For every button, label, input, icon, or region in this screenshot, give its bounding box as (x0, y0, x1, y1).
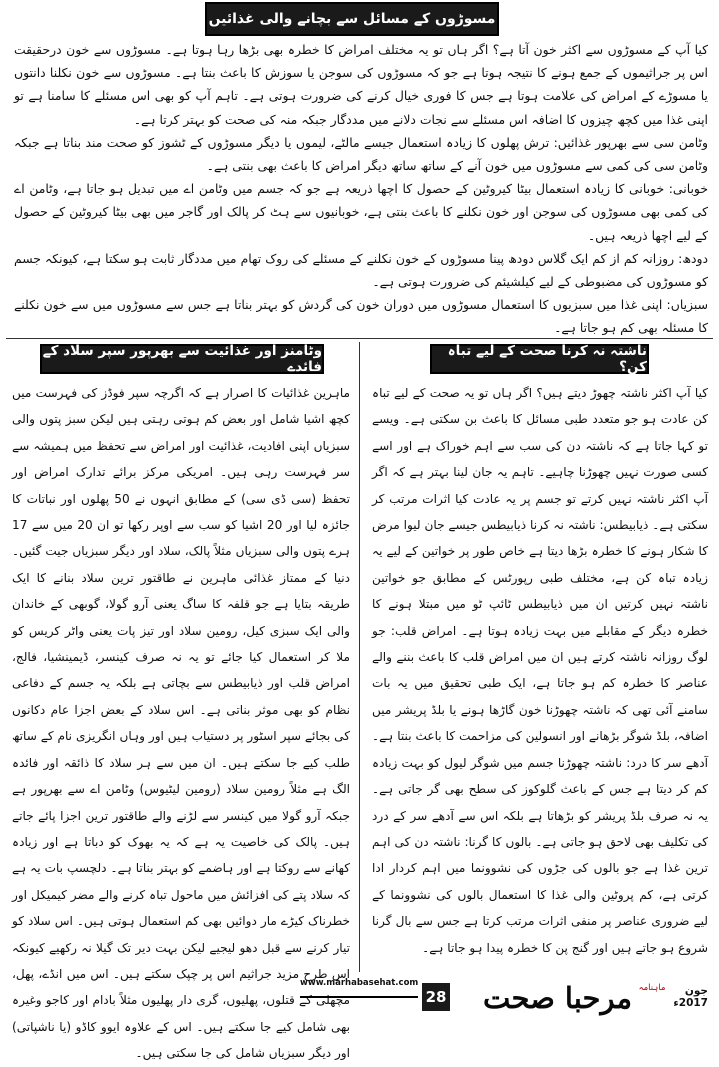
footer-rule (300, 996, 418, 1008)
magazine-label: ماہنامہ (638, 983, 666, 993)
issue-date: جون 2017ء (673, 985, 708, 1009)
column-divider (359, 342, 360, 972)
section-divider (6, 338, 713, 339)
top-article-paragraph: کیا آپ کے مسوڑوں سے اکثر خون آتا ہے؟ اگر ہاں تو یہ مختلف امراض کا خطرہ بھی بڑھا رہا ہوتا ہے۔ مسوڑوں سے خون درحقیقت اس پر جراثیموں کے جمع ہونے کا نتیجہ ہوتا ہے جو کہ مسوڑوں کی سوجن یا سوزش کا باعث بنتا ہے۔ مسوڑوں سے خون نکلنا دانتوں یا مسوڑے کے امراض کی علامت ہوتا ہے جس کا فوری خیال کرنے کی ضرورت ہوتی ہے۔ تاہم آپ کو بھی اس مسئلے کا سامنا ہے تو اپنی غذا میں کچھ چیزوں کا اضافہ اس مسئلے سے نجات دلانے میں مددگار جبکہ منہ کی صحت کو بہتر کرتا ہے۔ (14, 42, 708, 127)
breakfast-article-title: ناشتہ نہ کرنا صحت کے لیے تباہ کن؟ (430, 344, 649, 374)
top-article-paragraph: وٹامن سی سے بھرپور غذائیں: ترش پھلوں کا زیادہ استعمال جیسے مالٹے، لیموں یا دیگر مسوڑوں کے ٹشوز کو صحت مند بناتا ہے جبکہ وٹامن سی کی کمی سے مسوڑوں میں خون آنے کے ساتھ ساتھ دیگر امراض کا باعث بھی بنتی ہے۔ (14, 134, 708, 174)
breakfast-article-paragraph: کیا آپ اکثر ناشتہ چھوڑ دیتے ہیں؟ اگر ہاں تو یہ صحت کے لیے تباہ کن عادت ہو جو متعدد طبی مسائل کا باعث بن سکتی ہے۔ ویسے تو کہا جاتا ہے کہ ناشتہ دن کی سب سے اہم خوراک ہے اور اسے کسی صورت نہیں چھوڑنا چاہیے۔ تاہم یہ جان لینا بہتر ہے کہ اگر آپ اکثر ناشتہ نہیں کرتے تو جسم پر یہ عادت کیا اثرات مرتب کر سکتی ہے۔ ذیابیطس: ناشتہ نہ کرنا ذیابیطس جیسے جان لیوا مرض کا شکار ہونے کا خطرہ بڑھا دیتا ہے خاص طور پر خواتین کے لیے یہ زیادہ تباہ کن ہے، مختلف طبی رپورٹس کے مطابق جو خواتین ناشتہ نہیں کرتیں ان میں ذیابیطس ٹائپ ٹو میں مبتلا ہونے کا خطرہ دیگر کے مقابلے میں بہت زیادہ ہوتا ہے۔ امراض قلب: جو لوگ روزانہ ناشتہ کرتے ہیں ان میں امراض قلب کا باعث بننے والے عناصر کا خطرہ کم ہو جاتا ہے، ایک طبی تحقیق میں یہ بات سامنے آئی تھی کہ ناشتہ چھوڑنا خون گاڑھا ہونے یا بلڈ پریشر میں اضافہ، بلڈ شوگر بڑھانے اور انسولین کی مزاحمت کا باعث بنتا ہے۔ آدھے سر کا درد: ناشتہ چھوڑنا جسم میں شوگر لیول کو بہت زیادہ کم کر دیتا ہے جس کے باعث گلوکوز کی سطح بھی گر جاتی ہے۔ یہ نہ صرف بلڈ پریشر کو بڑھاتا ہے بلکہ اس سے آدھے سر کے درد کی تکلیف بھی لاحق ہو جاتی ہے۔ بالوں کا گرنا: ناشتہ دن کی اہم ترین غذا ہے جو بالوں کی جڑوں کی نشوونما میں اہم کردار ادا کرتی ہے، کم پروٹین والی غذا کا استعمال بالوں کی نشوونما کے لیے ضروری عناصر پر منفی اثرات مرتب کرتا ہے جس سے بال گرنا شروع ہو جاتے ہیں اور گنج پن کا خطرہ پیدا ہو جاتا ہے۔ (372, 386, 708, 955)
salad-article-body (12, 380, 350, 1067)
salad-article-paragraph: ماہرین غذائیات کا اصرار ہے کہ اگرچہ سپر فوڈز کی فہرست میں کچھ اشیا شامل اور بعض کم ہوتی رہتی ہیں لیکن سبز پتوں والی سبزیاں اپنی افادیت، غذائیت اور امراض سے تحفظ میں ہمیشہ سے سر فہرست رہی ہیں۔ امریکی مرکز برائے تدارک امراض اور تحفظ (سی ڈی سی) کے مطابق انہوں نے 50 پھلوں اور نباتات کا جائزہ لیا اور 20 اشیا کو سب سے اوپر رکھا تو ان 20 میں سے 17 ہرے پتوں والی سبزیاں مثلاً پالک، سلاد اور دیگر سبزیاں جیت گئیں۔ دنیا کے ممتاز غذائی ماہرین نے طاقتور ترین سلاد بنانے کا ایک طریقہ بتایا ہے جو قلفہ کا ساگ یعنی آرو گولا، گوبھی کے خاندان والی ایک سبزی کیل، رومین سلاد اور تیز پات یعنی واٹر کریس کو ملا کر استعمال کیا جائے تو یہ نہ صرف کینسر، ڈیمینشیا، فالج، امراض قلب اور ذیابیطس سے بچاتی ہے بلکہ یہ جسم کے دفاعی نظام کو بھی موثر بناتی ہے۔ اس سلاد کے بعض اجزا عام دکانوں کی بجائے سپر اسٹور پر دستیاب ہیں اور وہاں انگریزی نام کے ساتھ طلب کیے جا سکتے ہیں۔ ان میں سے ہر سلاد کا ذائقہ اور فائدہ الگ ہے مثلاً رومین سلاد (رومین لیٹیوس) وٹامن اے سے بھرپور ہے جبکہ آرو گولا میں کینسر سے لڑنے والے طاقتور ترین اجزا پائے جاتے ہیں۔ پالک کی خاصیت یہ ہے کہ یہ بھوک کو دباتا ہے اور زیادہ کھانے سے روکتا ہے اور ہاضمے کو بہتر بناتا ہے۔ دلچسپ بات یہ ہے کہ سلاد پتے کی افزائش میں ماحول تباہ کرنے والے مضر کیمیکل اور خطرناک کیڑے مار دوائیں بھی کم استعمال ہوتی ہیں۔ اس سلاد کو تیار کرنے سے قبل دھو لیجیے لیکن بہت دیر تک گیلا نہ رکھیے کیونکہ اس طرح مزید جراثیم اس پر چپک سکتے ہیں۔ اس میں انڈے، پھل، مچھلی کے قتلوں، پھلیوں، گری دار پھلیوں مثلاً بادام اور کاجو وغیرہ بھی شامل کیے جا سکتے ہیں۔ اس کے علاوہ ایوو کاڈو (یا ناشپاتی) اور دیگر سبزیاں شامل کی جا سکتی ہیں۔ (12, 386, 350, 1061)
breakfast-article-body (372, 380, 708, 961)
magazine-logo: مرحبا صحت (483, 981, 632, 1015)
site-url: www.marhabasehat.com (300, 978, 419, 988)
page-footer (300, 978, 710, 1018)
top-article-paragraph: خوبانی: خوبانی کا زیادہ استعمال بیٹا کیروٹین کے حصول کا اچھا ذریعہ ہے جو کہ جسم میں وٹامن اے میں تبدیل ہو جاتا ہے، وٹامن اے کی کمی بھی مسوڑوں کی سوجن اور خون نکلنے کا باعث بنتی ہے، خوبانیوں سے ہٹ کر پالک اور گاجر میں بھی بیٹا کیروٹین کے حصول کے لیے اچھا ذریعہ ہیں۔ (14, 181, 708, 243)
top-article-paragraph: دودھ: روزانہ کم از کم ایک گلاس دودھ پینا مسوڑوں کے خون نکلنے کے مسئلے کی روک تھام میں مددگار ثابت ہو سکتا ہے، کیونکہ جسم کو مسوڑوں کی مضبوطی کے لیے کیلشیئم کی ضرورت ہوتی ہے۔ (14, 250, 708, 290)
top-article-paragraph: سبزیاں: اپنی غذا میں سبزیوں کا استعمال مسوڑوں میں دوران خون کی گردش کو بہتر بناتا ہے جس سے مسوڑوں میں سے خون نکلنے کا مسئلہ بھی کم ہو جاتا ہے۔ (14, 297, 708, 336)
salad-article-title: وٹامنز اور غذائیت سے بھرپور سپر سلاد کے فائدے (40, 344, 324, 374)
page-number: 28 (422, 983, 450, 1011)
top-article-body (14, 38, 708, 340)
top-article-title: مسوڑوں کے مسائل سے بچانے والی غذائیں (205, 2, 499, 36)
